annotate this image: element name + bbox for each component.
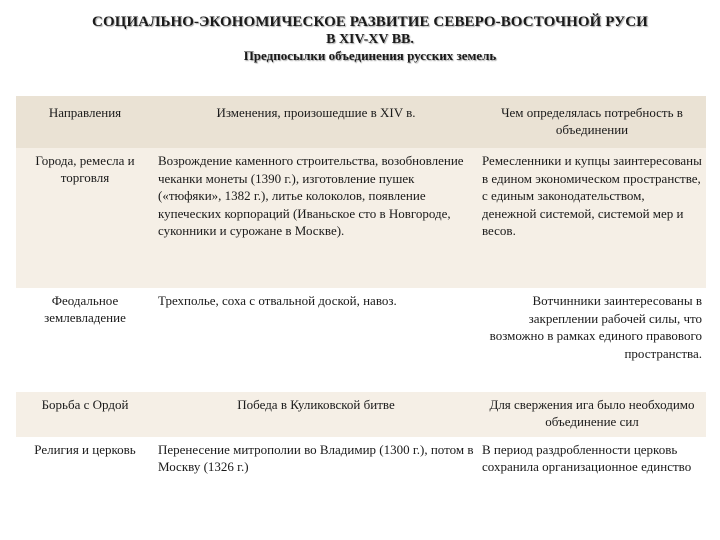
header-changes: Изменения, произошедшие в XIV в. xyxy=(154,96,478,148)
header-directions: Направления xyxy=(16,96,154,148)
row-direction: Религия и церковь xyxy=(16,437,154,501)
row-direction: Борьба с Ордой xyxy=(16,392,154,437)
row-changes: Возрождение каменного строительства, возобновление чеканки монеты (1390 г.), изготовление пушек («тюфяки», 1382 г.), литье колоколов, появление купеческих корпораций (Иваньское сто в Новгороде, суконники и сурожане в Москве). xyxy=(154,148,478,288)
header-need: Чем определялась потребность в объединении xyxy=(478,96,706,148)
table-row xyxy=(16,288,706,392)
row-changes: Победа в Куликовской битве xyxy=(154,392,478,437)
table-row xyxy=(16,392,706,437)
row-need: Ремесленники и купцы заинтересованы в едином экономическом пространстве, с единым законодательством, денежной системой, системой мер и весов. xyxy=(478,148,706,288)
row-changes: Перенесение митрополии во Владимир (1300 г.), потом в Москву (1326 г.) xyxy=(154,437,478,501)
row-need: Для свержения ига было необходимо объединение сил xyxy=(478,392,706,437)
row-direction: Города, ремесла и торговля xyxy=(16,148,154,288)
page-title: СОЦИАЛЬНО-ЭКОНОМИЧЕСКОЕ РАЗВИТИЕ СЕВЕРО-ВОСТОЧНОЙ РУСИ xyxy=(92,14,648,30)
row-changes: Трехполье, соха с отвальной доской, навоз. xyxy=(154,288,478,392)
prerequisites-table xyxy=(16,96,706,501)
table-header-row xyxy=(16,96,706,148)
row-need: В период раздробленности церковь сохранила организационное единство xyxy=(478,437,706,501)
row-need: Вотчинники заинтересованы в закреплении рабочей силы, что возможно в рамках единого правового пространства. xyxy=(478,288,706,392)
page-subtitle: Предпосылки объединения русских земель xyxy=(243,48,497,63)
row-direction: Феодальное землевладение xyxy=(16,288,154,392)
page-heading xyxy=(0,14,720,64)
table-row xyxy=(16,148,706,288)
page-title-period: В XIV-XV ВВ. xyxy=(326,32,414,47)
table-row xyxy=(16,437,706,501)
